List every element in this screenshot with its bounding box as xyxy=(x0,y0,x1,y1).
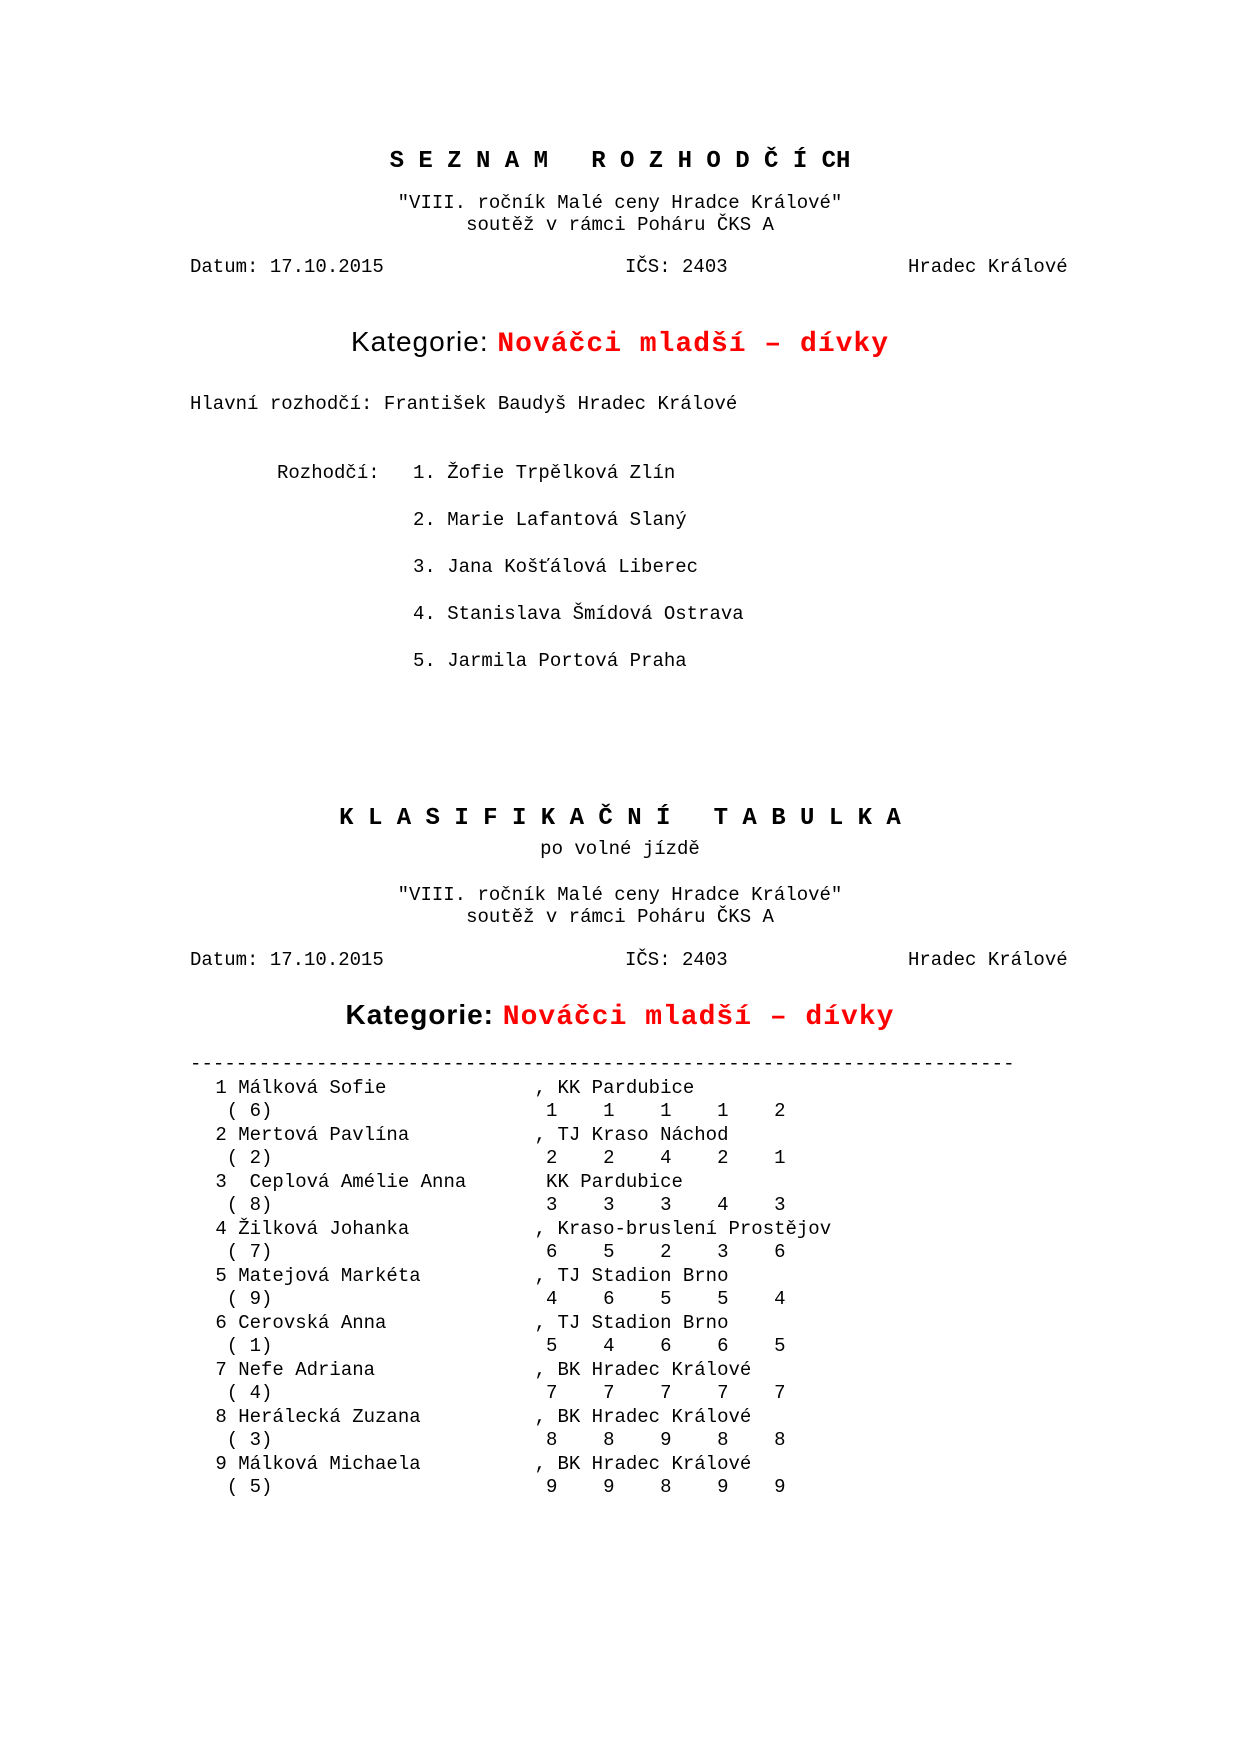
table-row-placements: ( 9) 4 6 5 5 4 xyxy=(204,1288,786,1310)
table-row-competitor: 4 Žilková Johanka , Kraso-bruslení Prostějov xyxy=(204,1218,832,1240)
table-separator: ------------------------------------------------------------------------ xyxy=(190,1053,1015,1075)
category-heading xyxy=(0,999,1240,1033)
chief-referee: Hlavní rozhodčí: František Baudyš Hradec Králové xyxy=(190,393,738,415)
event-line-2: soutěž v rámci Poháru ČKS A xyxy=(466,906,774,928)
judge-item: 4. Stanislava Šmídová Ostrava xyxy=(413,603,744,625)
place-label: Hradec Králové xyxy=(908,949,1068,971)
table-row-competitor: 8 Herálecká Zuzana , BK Hradec Králové xyxy=(204,1406,752,1428)
table-row-placements: ( 3) 8 8 9 8 8 xyxy=(204,1429,786,1451)
table-row-competitor: 9 Málková Michaela , BK Hradec Králové xyxy=(204,1453,752,1475)
ics-label: IČS: 2403 xyxy=(625,949,728,971)
table-row-placements: ( 6) 1 1 1 1 2 xyxy=(204,1100,786,1122)
category-label: Kategorie: xyxy=(345,999,494,1030)
ics-label: IČS: 2403 xyxy=(625,256,728,278)
referees-title: S E Z N A M R O Z H O D Č Í CH xyxy=(389,148,851,175)
place-label: Hradec Králové xyxy=(908,256,1068,278)
table-row-competitor: 6 Cerovská Anna , TJ Stadion Brno xyxy=(204,1312,729,1334)
judge-item: 2. Marie Lafantová Slaný xyxy=(413,509,687,531)
judge-item: 5. Jarmila Portová Praha xyxy=(413,650,687,672)
table-row-competitor: 7 Nefe Adriana , BK Hradec Králové xyxy=(204,1359,752,1381)
classification-title: K L A S I F I K A Č N Í T A B U L K A xyxy=(339,805,901,832)
table-row-placements: ( 2) 2 2 4 2 1 xyxy=(204,1147,786,1169)
category-heading xyxy=(0,326,1240,360)
event-line-1: "VIII. ročník Malé ceny Hradce Králové" xyxy=(397,192,843,214)
table-row-placements: ( 1) 5 4 6 6 5 xyxy=(204,1335,786,1357)
table-row-competitor: 1 Málková Sofie , KK Pardubice xyxy=(204,1077,695,1099)
table-row-competitor: 2 Mertová Pavlína , TJ Kraso Náchod xyxy=(204,1124,729,1146)
judge-item: 1. Žofie Trpělková Zlín xyxy=(413,462,676,484)
date-label: Datum: 17.10.2015 xyxy=(190,256,384,278)
category-value: Nováčci mladší – dívky xyxy=(497,329,890,360)
event-line-2: soutěž v rámci Poháru ČKS A xyxy=(466,214,774,236)
classification-subtitle: po volné jízdě xyxy=(540,838,700,860)
date-label: Datum: 17.10.2015 xyxy=(190,949,384,971)
table-row-placements: ( 7) 6 5 2 3 6 xyxy=(204,1241,786,1263)
table-row-placements: ( 4) 7 7 7 7 7 xyxy=(204,1382,786,1404)
event-line-1: "VIII. ročník Malé ceny Hradce Králové" xyxy=(397,884,843,906)
judges-label: Rozhodčí: xyxy=(277,462,380,484)
table-row-competitor: 5 Matejová Markéta , TJ Stadion Brno xyxy=(204,1265,729,1287)
table-row-placements: ( 8) 3 3 3 4 3 xyxy=(204,1194,786,1216)
table-row-competitor: 3 Ceplová Amélie Anna KK Pardubice xyxy=(204,1171,683,1193)
category-label: Kategorie: xyxy=(350,326,489,357)
judge-item: 3. Jana Košťálová Liberec xyxy=(413,556,699,578)
table-row-placements: ( 5) 9 9 8 9 9 xyxy=(204,1476,786,1498)
category-value: Nováčci mladší – dívky xyxy=(502,1002,895,1033)
